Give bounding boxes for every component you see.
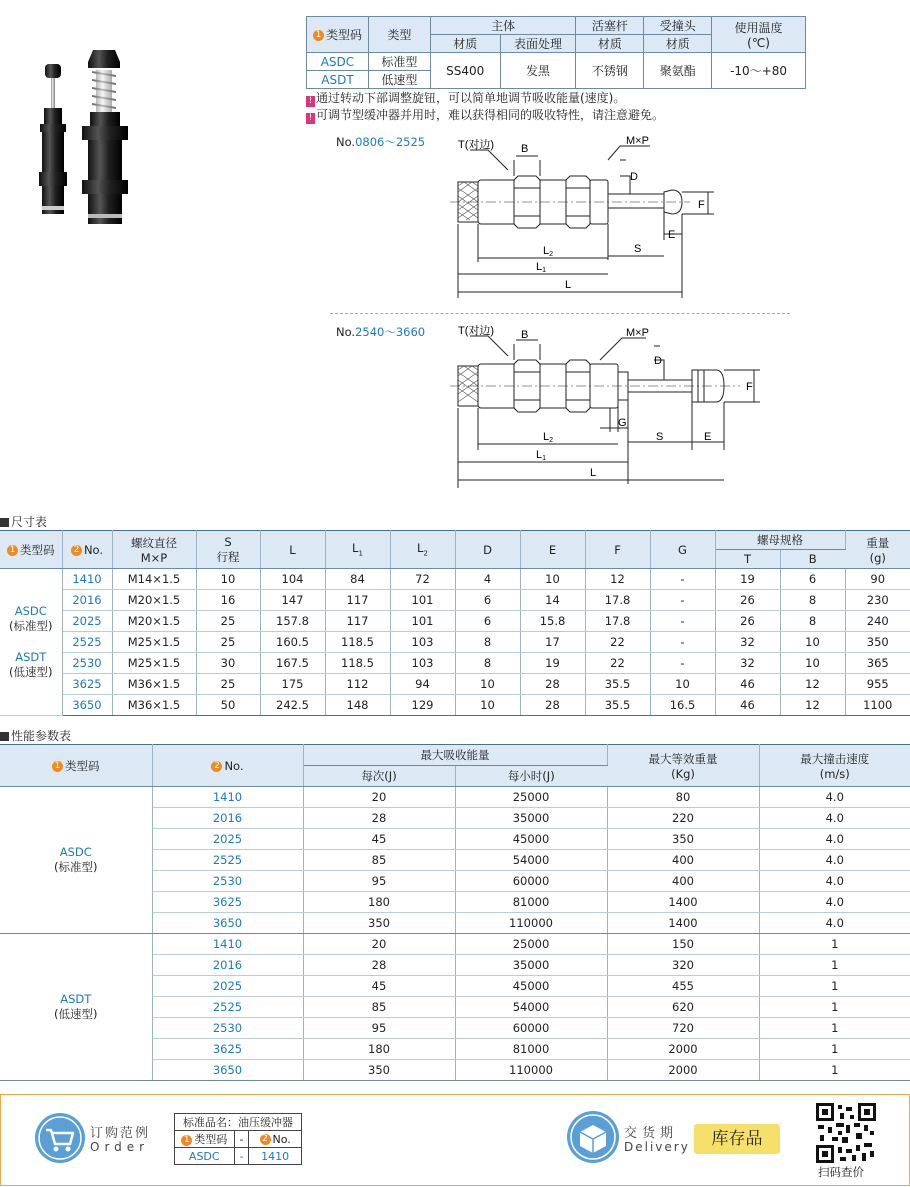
dim-cell: 175 [260,674,325,695]
dim-header-L1: $L_1$ [325,531,390,569]
label-F: F [698,199,705,211]
badge-two: 2 [260,1134,271,1145]
drawing-top [420,130,720,300]
perf-cell-no: 2025 [152,829,303,850]
dim-cell: 8 [780,611,845,632]
dim-cell: 72 [390,569,455,590]
dim-cell: 6 [455,590,520,611]
perf-cell: 220 [607,808,759,829]
square-icon [0,732,9,741]
dim-cell: 365 [845,653,910,674]
dim-header-no: 2 No. [62,531,112,569]
order-dash: - [234,1131,249,1148]
label-D: D [630,171,638,183]
dim-cell-no: 1410 [62,569,112,590]
material-header-type-code: 1 类型码 [307,17,369,53]
dim-header-G: G [650,531,715,569]
dim-cell: 8 [455,632,520,653]
dim-type-group-line: ASDT [15,650,47,664]
badge-one: 1 [7,545,18,556]
table-row [0,611,910,632]
perf-cell: 4.0 [759,871,910,892]
perf-cell: 400 [607,850,759,871]
dim-cell: M20×1.5 [112,611,196,632]
dim-cell: 12 [780,674,845,695]
dim-header-L: L [260,531,325,569]
material-surface-value: 发黑 [500,53,576,89]
dim-cell: 10 [780,632,845,653]
dim-cell-no: 2016 [62,590,112,611]
dim-cell: 90 [845,569,910,590]
dim-header-thread: 螺纹直径 M×P [112,531,196,569]
dimension-table [0,530,910,716]
dim-cell: M25×1.5 [112,653,196,674]
dim-cell: 240 [845,611,910,632]
dim-cell: 148 [325,695,390,716]
dim-cell: 8 [455,653,520,674]
perf-cell: 35000 [455,808,607,829]
square-icon [0,518,9,527]
dim-cell: 25 [196,632,260,653]
perf-type-group [0,787,152,934]
dim-cell: - [650,569,715,590]
perf-cell: 110000 [455,1060,607,1081]
dim-cell: 19 [520,653,585,674]
dim-cell: 32 [715,653,780,674]
dim-cell: - [650,632,715,653]
dim-cell: 84 [325,569,390,590]
perf-cell-no: 3625 [152,892,303,913]
perf-cell: 45 [303,976,455,997]
dim-cell: 22 [585,632,650,653]
material-row-type: 标准型 [368,53,430,71]
perf-header-no: 2 No. [152,745,303,787]
dim-type-group [0,569,62,716]
dim-cell: 16.5 [650,695,715,716]
dim-cell: 103 [390,632,455,653]
dim-cell: 6 [455,611,520,632]
perf-cell: 455 [607,976,759,997]
perf-type-name: (标准型) [54,860,98,874]
perf-cell: 320 [607,955,759,976]
label-L1: L1 [536,449,547,462]
material-subheader-surface: 表面处理 [500,35,576,53]
dim-cell: 17.8 [585,611,650,632]
dim-cell: 242.5 [260,695,325,716]
perf-cell: 45000 [455,976,607,997]
perf-cell: 4.0 [759,829,910,850]
order-type-value: ASDC [175,1148,235,1165]
order-no-value: 1410 [249,1148,302,1165]
dim-cell: 32 [715,632,780,653]
dim-cell: 94 [390,674,455,695]
dim-cell: 35.5 [585,695,650,716]
perf-cell-no: 3625 [152,1039,303,1060]
order-no-label: 2 No. [249,1131,302,1148]
dim-cell: 17.8 [585,590,650,611]
perf-cell: 20 [303,787,455,808]
perf-cell: 81000 [455,1039,607,1060]
material-subheader-bumper-material: 材质 [644,35,712,53]
dim-cell: 230 [845,590,910,611]
drawing-bottom-label: No.2540～3660 [336,325,426,339]
label-L: L [565,279,572,291]
perf-header-per-hour: 每小时(J) [455,766,607,787]
perf-cell: 180 [303,1039,455,1060]
label-MP: M×P [626,327,649,339]
label-MP: M×P [626,135,649,147]
material-subheader-rod-material: 材质 [576,35,644,53]
material-header-type: 类型 [368,17,430,53]
dim-cell: 112 [325,674,390,695]
perf-cell: 28 [303,955,455,976]
dim-cell: 28 [520,695,585,716]
perf-cell: 60000 [455,871,607,892]
dim-cell: 10 [455,695,520,716]
perf-cell: 4.0 [759,787,910,808]
dim-cell: 955 [845,674,910,695]
warning-icon: ! [306,96,315,107]
label-S: S [656,431,664,443]
dim-cell-no: 2025 [62,611,112,632]
dim-cell: 22 [585,653,650,674]
note-item: ! 可调节型缓冲器并用时，难以获得相同的吸收特性，请注意避免。 [306,107,664,124]
badge-two: 2 [211,761,222,772]
dim-cell: 12 [780,695,845,716]
dim-cell: 17 [520,632,585,653]
table-row [0,590,910,611]
dim-type-group-line: (标准型) [9,619,53,633]
perf-cell-no: 2525 [152,850,303,871]
badge-two: 2 [71,545,82,556]
dim-cell: M14×1.5 [112,569,196,590]
dim-cell: 1100 [845,695,910,716]
label-D: D [654,355,662,367]
dim-header-s: S 行程 [196,531,260,569]
stock-badge: 库存品 [694,1124,780,1154]
perf-cell: 400 [607,871,759,892]
dim-cell: M36×1.5 [112,674,196,695]
perf-cell: 150 [607,934,759,955]
material-header-body: 主体 [430,17,576,35]
perf-cell: 350 [303,913,455,934]
material-table [306,16,806,89]
table-row [0,695,910,716]
perf-cell: 1 [759,955,910,976]
dim-cell: - [650,653,715,674]
dim-header-D: D [455,531,520,569]
material-header-rod: 活塞杆 [576,17,644,35]
material-bumper-value: 聚氨酯 [644,53,712,89]
perf-cell: 60000 [455,1018,607,1039]
perf-cell-no: 3650 [152,1060,303,1081]
dim-cell: 35.5 [585,674,650,695]
table-row [0,674,910,695]
perf-cell: 54000 [455,997,607,1018]
dim-cell: 167.5 [260,653,325,674]
dim-cell: 160.5 [260,632,325,653]
badge-one: 1 [52,761,63,772]
dim-cell: 14 [520,590,585,611]
dim-cell: 8 [780,590,845,611]
perf-cell: 45 [303,829,455,850]
dim-cell: 157.8 [260,611,325,632]
dim-header-E: E [520,531,585,569]
perf-cell: 4.0 [759,850,910,871]
label-L2: L2 [543,431,554,444]
performance-table-title: 性能参数表 [0,727,71,744]
perf-cell: 85 [303,997,455,1018]
dim-cell: 10 [520,569,585,590]
perf-cell: 620 [607,997,759,1018]
perf-cell: 4.0 [759,913,910,934]
dim-cell: 118.5 [325,653,390,674]
perf-cell: 2000 [607,1060,759,1081]
perf-cell: 54000 [455,850,607,871]
dim-cell: - [650,590,715,611]
delivery-subtitle: Delivery [624,1140,690,1154]
material-header-temp: 使用温度 (℃) [712,17,806,53]
dim-cell: 16 [196,590,260,611]
perf-cell: 85 [303,850,455,871]
separator [330,313,790,314]
label-S: S [634,243,642,255]
perf-cell-no: 2025 [152,976,303,997]
order-type-label: 1 类型码 [175,1131,235,1148]
perf-cell: 95 [303,871,455,892]
perf-cell: 25000 [455,934,607,955]
dim-type-group-line: ASDC [14,604,47,618]
perf-header-per-cycle: 每次(J) [303,766,455,787]
drawing-bottom [420,320,753,490]
label-L: L [590,467,597,479]
perf-cell: 20 [303,934,455,955]
dim-cell-no: 2530 [62,653,112,674]
dim-cell: 46 [715,674,780,695]
perf-type-name: (低速型) [54,1007,98,1021]
perf-cell: 720 [607,1018,759,1039]
warning-icon: ! [306,113,315,124]
perf-header-type-code: 1 类型码 [0,745,152,787]
dim-cell: 6 [780,569,845,590]
label-F: F [746,381,753,393]
perf-type-code: ASDC [59,845,92,859]
material-row-type: 低速型 [368,71,430,89]
perf-cell-no: 1410 [152,934,303,955]
dim-header-T: T [715,550,780,569]
dim-header-F: F [585,531,650,569]
dim-cell: 10 [455,674,520,695]
dim-cell: 147 [260,590,325,611]
perf-cell: 110000 [455,913,607,934]
material-temp-value: -10～+80 [712,53,806,89]
dim-cell: 129 [390,695,455,716]
order-title: 订购范例 [90,1126,151,1141]
scan-label: 扫码查价 [818,1165,864,1179]
dim-cell: 26 [715,590,780,611]
label-L2: L2 [543,245,554,258]
table-row [0,934,910,955]
dim-cell: 10 [650,674,715,695]
dim-cell: 28 [520,674,585,695]
perf-cell: 1 [759,1060,910,1081]
perf-cell: 180 [303,892,455,913]
dim-cell: - [650,611,715,632]
dim-header-B: B [780,550,845,569]
perf-cell: 28 [303,808,455,829]
order-example-table [174,1113,302,1165]
qr-code[interactable] [816,1103,876,1163]
dim-cell: M25×1.5 [112,632,196,653]
order-dash: - [234,1148,249,1165]
table-row [0,787,910,808]
dim-cell: 117 [325,611,390,632]
dim-header-nut: 螺母规格 [715,531,845,550]
dim-cell: 25 [196,674,260,695]
dimension-table-title: 尺寸表 [0,513,47,530]
dim-cell: 10 [196,569,260,590]
dim-cell: M20×1.5 [112,590,196,611]
perf-cell-no: 2525 [152,997,303,1018]
label-G: G [618,417,627,429]
perf-header-speed: 最大撞击速度 (m/s) [759,745,910,787]
perf-type-group [0,934,152,1081]
drawing-top-label: No.0806～2525 [336,135,426,149]
dim-cell: 10 [780,653,845,674]
perf-cell: 95 [303,1018,455,1039]
perf-cell: 4.0 [759,808,910,829]
perf-type-code: ASDT [60,992,92,1006]
perf-cell: 2000 [607,1039,759,1060]
dim-cell: 104 [260,569,325,590]
perf-cell: 1 [759,1018,910,1039]
perf-cell: 80 [607,787,759,808]
badge-one: 1 [181,1135,192,1146]
note-item: ! 通过转动下部调整旋钮，可以简单地调节吸收能量(速度)。 [306,90,664,107]
dim-cell: 25 [196,611,260,632]
perf-cell: 25000 [455,787,607,808]
cart-icon [34,1112,86,1164]
dim-cell: 118.5 [325,632,390,653]
perf-cell: 81000 [455,892,607,913]
label-T: T(对边) [458,139,495,151]
perf-cell-no: 2530 [152,1018,303,1039]
dim-cell: M36×1.5 [112,695,196,716]
perf-header-weight: 最大等效重量 (Kg) [607,745,759,787]
dim-type-group-line: (低速型) [9,665,53,679]
dim-cell: 117 [325,590,390,611]
dim-cell: 12 [585,569,650,590]
perf-header-energy: 最大吸收能量 [303,745,607,766]
perf-cell-no: 2530 [152,871,303,892]
dim-cell: 101 [390,611,455,632]
order-std-name: 标准品名：油压缓冲器 [175,1114,302,1131]
perf-cell: 1400 [607,892,759,913]
delivery-title: 交货期 [624,1126,679,1141]
material-row-code: ASDC [307,53,369,71]
label-B: B [521,329,529,341]
perf-cell: 350 [303,1060,455,1081]
dim-cell-no: 3625 [62,674,112,695]
box-icon [566,1110,620,1164]
material-header-bumper: 受撞头 [644,17,712,35]
perf-cell: 1 [759,997,910,1018]
label-L1: L1 [536,261,547,274]
label-E: E [668,229,676,241]
perf-cell: 1 [759,934,910,955]
material-rod-value: 不锈钢 [576,53,644,89]
dim-cell: 15.8 [520,611,585,632]
dim-cell: 101 [390,590,455,611]
dim-cell: 4 [455,569,520,590]
table-row [0,632,910,653]
table-row [0,653,910,674]
dim-cell: 350 [845,632,910,653]
perf-cell: 1 [759,976,910,997]
perf-cell: 35000 [455,955,607,976]
notes [306,90,664,124]
dim-cell-no: 3650 [62,695,112,716]
dim-cell: 26 [715,611,780,632]
perf-cell: 1400 [607,913,759,934]
perf-cell: 4.0 [759,892,910,913]
material-row-code: ASDT [307,71,369,89]
dim-cell: 103 [390,653,455,674]
perf-cell-no: 2016 [152,955,303,976]
material-subheader-material: 材质 [430,35,500,53]
label-T: T(对边) [458,325,495,337]
performance-table [0,744,910,1081]
dim-cell: 19 [715,569,780,590]
perf-cell: 1 [759,1039,910,1060]
material-body-value: SS400 [430,53,500,89]
perf-cell: 350 [607,829,759,850]
dim-header-type-code: 1 类型码 [0,531,62,569]
label-E: E [704,431,712,443]
dim-header-weight: 重量 (g) [845,531,910,569]
dim-header-L2: $L_2$ [390,531,455,569]
perf-cell-no: 3650 [152,913,303,934]
product-photo [20,30,150,230]
table-row [0,569,910,590]
order-subtitle: Order [90,1140,150,1154]
dim-cell: 50 [196,695,260,716]
perf-cell-no: 2016 [152,808,303,829]
perf-cell-no: 1410 [152,787,303,808]
dim-cell: 30 [196,653,260,674]
dim-cell: 46 [715,695,780,716]
dim-cell-no: 2525 [62,632,112,653]
badge-one: 1 [313,30,324,41]
label-B: B [521,143,529,155]
perf-cell: 45000 [455,829,607,850]
